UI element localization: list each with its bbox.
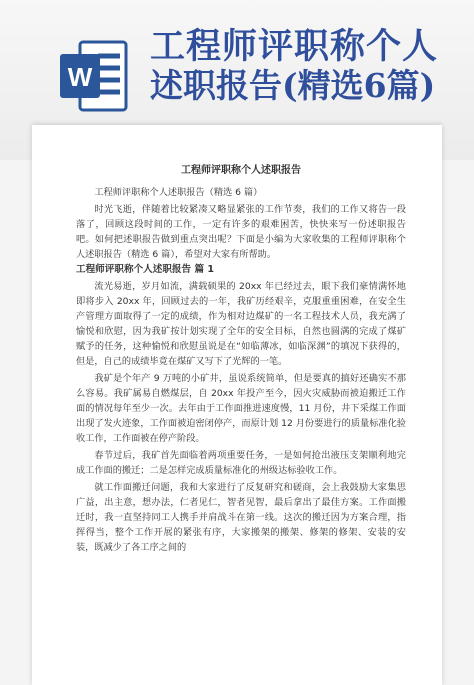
document-subtitle: 工程师评职称个人述职报告（精选 6 篇） <box>94 187 263 198</box>
paragraph-1: 流光易逝，岁月如流，满载硕果的 20xx 年已经过去，眼下我们豪情满怀地即将步入 20xx 年，回顾过去的一年，我矿历经艰辛，克服重重困难，在安全生产管理方面取得了一定的成绩，作为相对边煤矿的一名工程技术人员，我充满了愉悦和欣慰，因为我矿按计划实现了全年的安全目标，自然也圆满的完成了煤矿赋予的任务，这种愉悦和欣慰虽说是在“如临薄冰，如临深渊”的填况下获得的，但是，自己的成绩毕竟在煤矿又写下了光辉的一笔。 <box>76 281 406 367</box>
section-title: 工程师评职称个人述职报告 篇 1 <box>76 264 215 275</box>
paragraph-4: 就工作面搬迁问题，我和大家进行了反复研究和磋商，会上我鼓励大家集思广益，出主意，想办法，仁者见仁，智者见智，最后拿出了最佳方案。工作面搬迁时，我一直坚持同工人携手并肩战斗在第一线。这次的搬迁因为方案合理，指挥得当，整个工作开展的紧张有序，大家搬架的搬架、修架的修架、安装的安装，既减少了各工序之间的 <box>76 482 406 553</box>
paragraph-3: 春节过后，我矿首先面临着两项重要任务，一是如何抢出液压支架顺利地完成工作面的搬迁；二是怎样完成质量标准化的州级达标验收工作。 <box>76 450 406 476</box>
banner-title-line1: 工程师评职称个人 <box>150 26 439 67</box>
intro-paragraph: 时光飞逝，伴随着比较紧凑又略显紧张的工作节奏，我们的工作又将告一段落了，回顾这段时间的工作，一定有许多的艰难困苦，快快来写一份述职报告吧。如何把述职报告做到重点突出呢？下面是小编为大家收集的工程师评职称个人述职报告（精选 6 篇），希望对大家有所帮助。 <box>76 204 406 260</box>
banner-title-line2: 述职报告(精选6篇) <box>150 66 436 106</box>
word-logo-icon <box>60 38 128 114</box>
document-title: 工程师评职称个人述职报告 <box>181 165 301 176</box>
document-body <box>76 163 406 555</box>
logo-letter: W <box>67 62 93 92</box>
banner-title <box>150 26 450 106</box>
paragraph-2: 我矿是个年产 9 万吨的小矿井，虽说系统简单，但是要真的搞好还确实不那么容易。我矿属易自燃煤层，自 20xx 年投产至今，因火灾威胁而被迫搬迁工作面的情况每年至少一次。去年由于工作面推进速度慢，11 月份，井下采煤工作面出现了发火迹象，工作面被迫密闭停产，而原计划 12 月份要进行的质量标准化验收工作，工作面被在停产阶段。 <box>76 373 406 444</box>
